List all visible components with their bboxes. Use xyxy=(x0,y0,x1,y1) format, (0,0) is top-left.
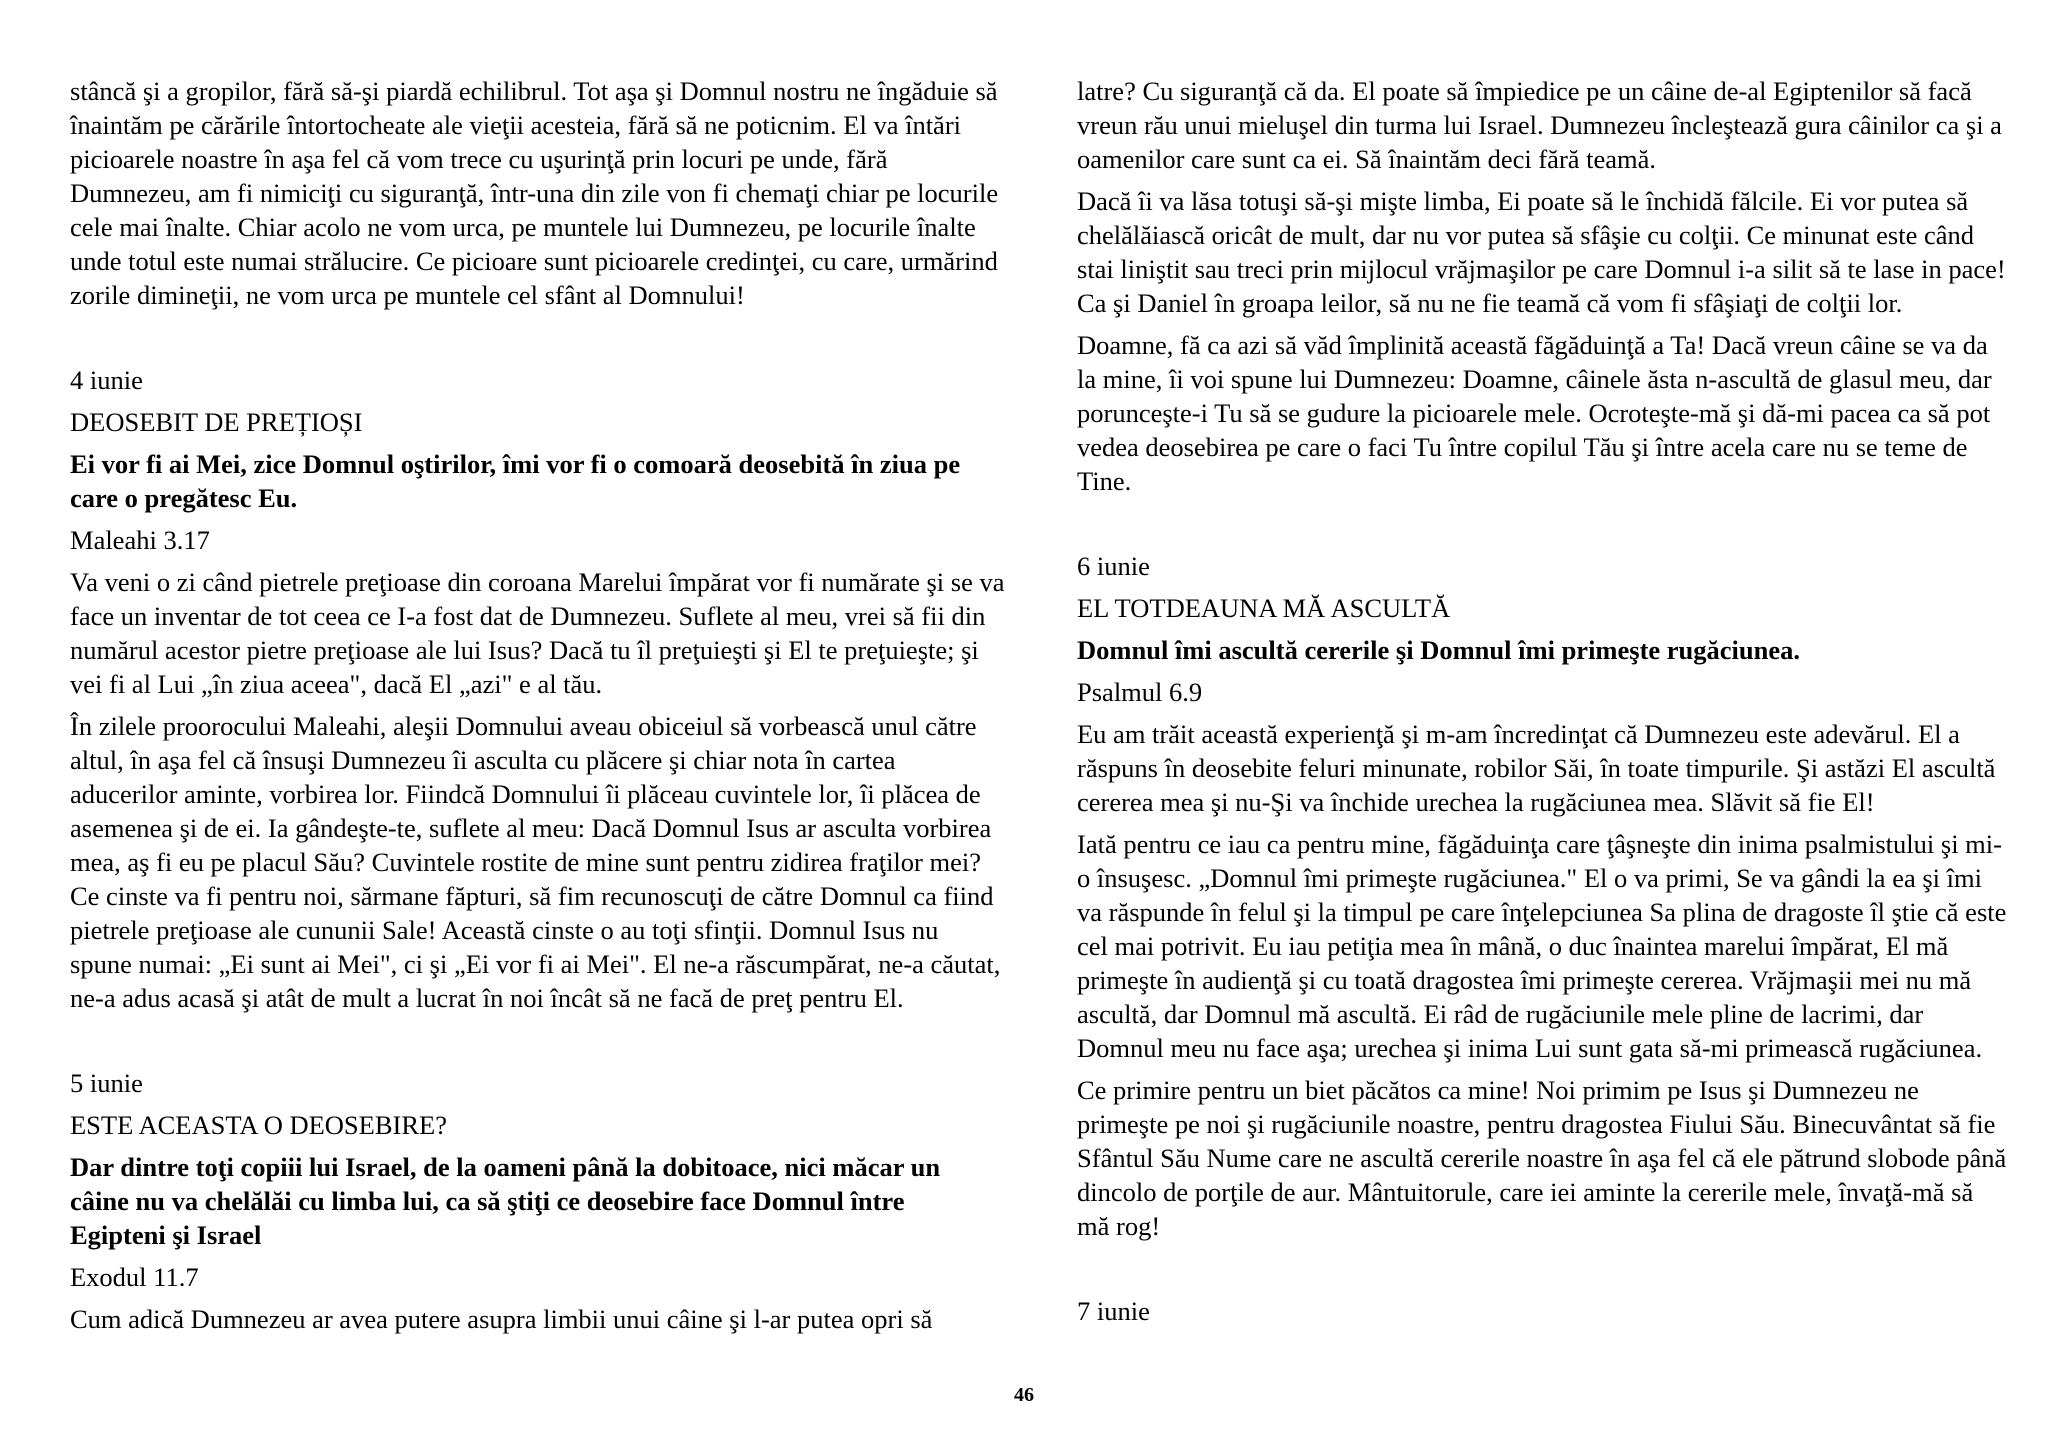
left-column xyxy=(70,74,1005,1344)
verse-reference: Maleahi 3.17 xyxy=(70,525,210,555)
paragraph: Dacă îi va lăsa totuşi să-şi mişte limba, Ei poate să le închidă fălcile. Ei vor putea să chelălăiască oricât de mult, dar nu vor putea să sfâşie cu colţii. Ce minunat este când stai liniştit sau treci prin mijlocul vrăjmaşilor pe care Domnul i-a silit să te lase in pace! Ca şi Daniel în groapa leilor, să nu ne fie teamă că vom fi sfâşiaţi de colţii lor. xyxy=(1077,186,2006,318)
paragraph: Eu am trăit această experienţă şi m-am încredinţat că Dumnezeu este adevărul. El a răspuns în deosebite feluri minunate, robilor Săi, în toate timpurile. Şi astăzi El ascultă cererea mea şi nu-Şi va închide urechea la rugăciunea mea. Slăvit să fie El! xyxy=(1077,719,1996,817)
devotion-title: ESTE ACEASTA O DEOSEBIRE? xyxy=(70,1110,447,1140)
bible-verse: Ei vor fi ai Mei, zice Domnul oştirilor, îmi vor fi o comoară deosebită în ziua pe care o pregătesc Eu. xyxy=(70,449,961,513)
verse-reference: Psalmul 6.9 xyxy=(1077,677,1203,707)
verse-reference: Exodul 11.7 xyxy=(70,1262,199,1292)
paragraph: Cum adică Dumnezeu ar avea putere asupra limbii unui câine şi l-ar putea opri să xyxy=(70,1304,933,1334)
paragraph: Doamne, fă ca azi să văd împlinită această făgăduinţă a Ta! Dacă vreun câine se va da la mine, îi voi spune lui Dumnezeu: Doamne, câinele ăsta n-ascultă de glasul meu, dar porunceşte-i Tu să se gudure la picioarele mele. Ocroteşte-mă şi dă-mi pacea ca să pot vedea deosebirea pe care o faci Tu între copilul Tău şi între acela care nu se teme de Tine. xyxy=(1077,330,1992,496)
paragraph: stâncă şi a gropilor, fără să-şi piardă echilibrul. Tot aşa şi Domnul nostru ne îngăduie să înaintăm pe cărările întortocheate ale vieţii acesteia, fără să ne poticnim. El va întări picioarele noastre în aşa fel că vom trece cu uşurinţă prin locuri pe unde, fără Dumnezeu, am fi nimiciţi cu siguranţă, într-una din zile von fi chemaţi chiar pe locurile cele mai înalte. Chiar acolo ne vom urca, pe muntele lui Dumnezeu, pe locurile înalte unde totul este numai strălucire. Ce picioare sunt picioarele credinţei, cu care, urmărind zorile dimineţii, ne vom urca pe muntele cel sfânt al Domnului! xyxy=(70,76,999,310)
paragraph: Ce primire pentru un biet păcătos ca mine! Noi primim pe Isus şi Dumnezeu ne primeşte pe noi şi rugăciunile noastre, pentru dragostea Fiului Său. Binecuvântat să fie Sfântul Său Nume care ne ascultă cererile noastre în aşa fel că ele pătrund slobode până dincolo de porţile de aur. Mântuitorule, care iei aminte la cererile mele, învaţă-mă să mă rog! xyxy=(1077,1075,2007,1241)
devotion-title: EL TOTDEAUNA MĂ ASCULTĂ xyxy=(1077,593,1451,623)
date-heading: 4 iunie xyxy=(70,365,143,395)
page-number: 46 xyxy=(1014,1384,1034,1406)
bible-verse: Domnul îmi ascultă cererile şi Domnul îmi primeşte rugăciunea. xyxy=(1077,635,1801,665)
date-heading: 5 iunie xyxy=(70,1068,143,1098)
bible-verse: Dar dintre toţi copiii lui Israel, de la oameni până la dobitoace, nici măcar un câine nu va chelălăi cu limba lui, ca să ştiţi ce deosebire face Domnul între Egipteni şi Israel xyxy=(70,1152,941,1250)
paragraph: Va veni o zi când pietrele preţioase din coroana Marelui împărat vor fi numărate şi se va face un inventar de tot ceea ce I-a fost dat de Dumnezeu. Suflete al meu, vrei să fii din numărul acestor pietre preţioase ale lui Isus? Dacă tu îl preţuieşti şi El te preţuieşte; şi vei fi al Lui „în ziua aceea", dacă El „azi" e al tău. xyxy=(70,567,1005,699)
date-heading: 6 iunie xyxy=(1077,551,1150,581)
devotion-title: DEOSEBIT DE PREȚIOȘI xyxy=(70,407,363,437)
right-column xyxy=(1077,74,2012,1336)
date-heading: 7 iunie xyxy=(1077,1296,1150,1326)
paragraph: În zilele proorocului Maleahi, aleşii Domnului aveau obiceiul să vorbească unul către altul, în aşa fel că însuşi Dumnezeu îi asculta cu plăcere şi chiar nota în cartea aducerilor aminte, vorbirea lor. Fiindcă Domnului îi plăceau cuvintele lor, îi plăcea de asemenea şi de ei. Ia gândeşte-te, suflete al meu: Dacă Domnul Isus ar asculta vorbirea mea, aş fi eu pe placul Său? Cuvintele rostite de mine sunt pentru zidirea fraţilor mei? Ce cinste va fi pentru noi, sărmane făpturi, să fim recunoscuţi de către Domnul ca fiind pietrele preţioase ale cununii Sale! Această cinste o au toţi sfinţii. Domnul Isus nu spune numai: „Ei sunt ai Mei", ci şi „Ei vor fi ai Mei". El ne-a răscumpărat, ne-a căutat, ne-a adus acasă şi atât de mult a lucrat în noi încât să ne facă de preţ pentru El. xyxy=(70,711,1001,1013)
paragraph: Iată pentru ce iau ca pentru mine, făgăduinţa care ţâşneşte din inima psalmistului şi mi-o însuşesc. „Domnul îmi primeşte rugăciunea." El o va primi, Se va gândi la ea şi îmi va răspunde în felul şi la timpul pe care înţelepciunea Sa plina de dragoste îl ştie că este cel mai potrivit. Eu iau petiţia mea în mână, o duc înaintea marelui împărat, El mă primeşte în audienţă şi cu toată dragostea îmi primeşte cererea. Vrăjmaşii mei nu mă ascultă, dar Domnul mă ascultă. Ei râd de rugăciunile mele pline de lacrimi, dar Domnul meu nu face aşa; urechea şi inima Lui sunt gata să-mi primească rugăciunea. xyxy=(1077,829,2007,1063)
paragraph: latre? Cu siguranţă că da. El poate să împiedice pe un câine de-al Egiptenilor să facă vreun rău unui mieluşel din turma lui Israel. Dumnezeu încleştează gura câinilor ca şi a oamenilor care sunt ca ei. Să înaintăm deci fără teamă. xyxy=(1077,76,2002,174)
